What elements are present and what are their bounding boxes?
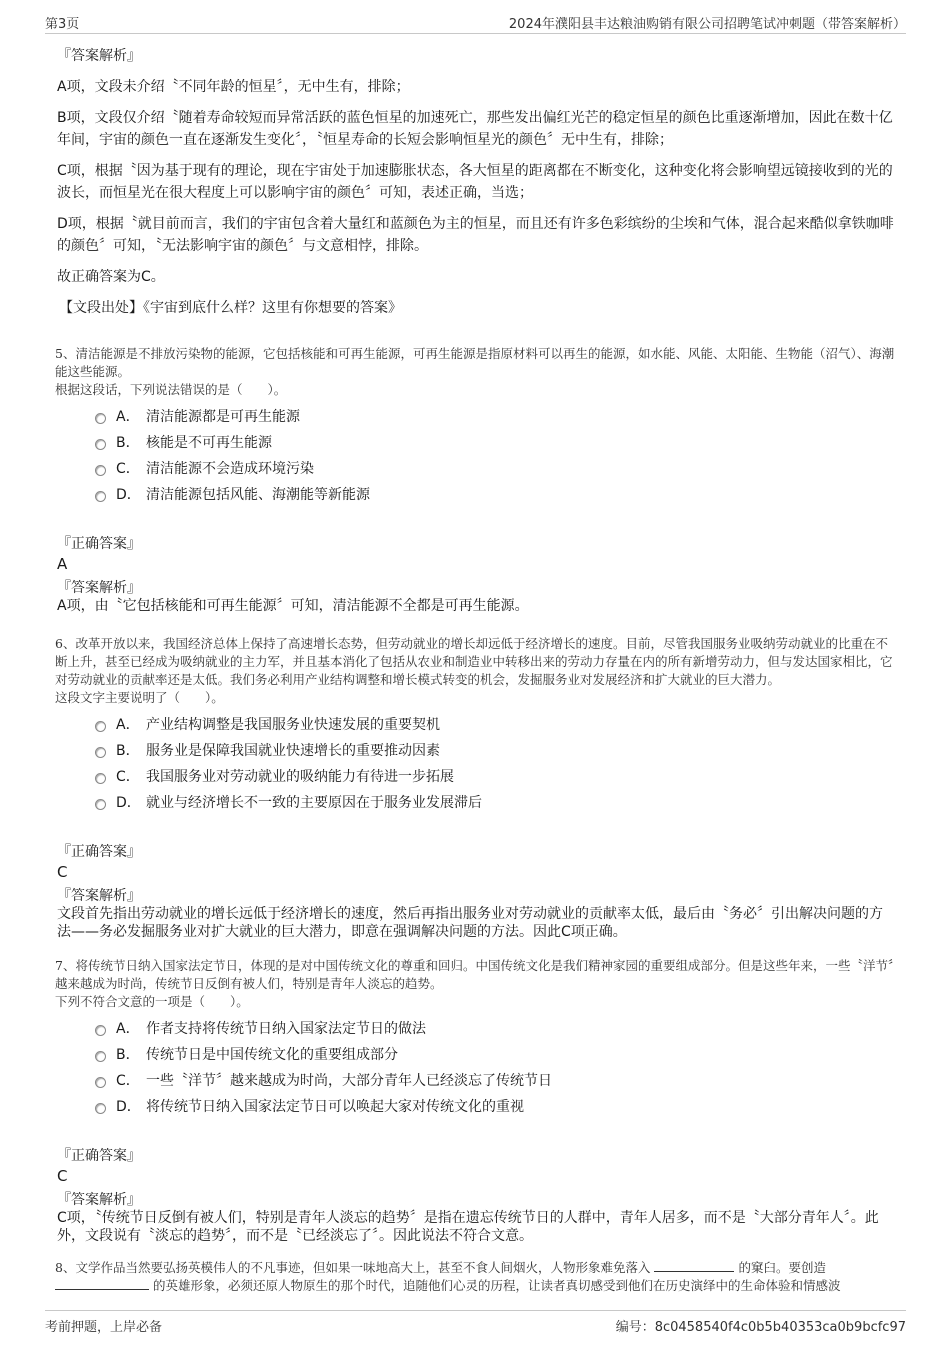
- passage-source: 【文段出处】《宇宙到底什么样？这里有你想要的答案》: [59, 300, 402, 316]
- page-content: [55, 46, 895, 1295]
- radio-icon[interactable]: [95, 721, 106, 732]
- footer-slogan: 考前押题，上岸必备: [45, 1320, 163, 1335]
- option-b[interactable]: [95, 1041, 895, 1067]
- option-list: [95, 1015, 895, 1119]
- radio-icon[interactable]: [95, 1025, 106, 1036]
- question-7: [55, 957, 895, 1245]
- option-text: 我国服务业对劳动就业的吸纳能力有待进一步拓展: [146, 769, 454, 785]
- correct-answer: C: [57, 863, 68, 881]
- radio-icon[interactable]: [95, 747, 106, 758]
- radio-icon[interactable]: [95, 1103, 106, 1114]
- page-number: 第3页: [45, 17, 80, 32]
- option-list: [95, 711, 895, 815]
- option-c[interactable]: [95, 455, 895, 481]
- radio-icon[interactable]: [95, 413, 106, 424]
- option-text: 服务业是保障我国就业快速增长的重要推动因素: [146, 743, 440, 759]
- option-b[interactable]: [95, 737, 895, 763]
- question-prompt: 根据这段话，下列说法错误的是（ ）。: [55, 382, 287, 397]
- option-letter: B．: [116, 1047, 140, 1063]
- option-text: 一些〝洋节〞越来越成为时尚，大部分青年人已经淡忘了传统节日: [146, 1073, 552, 1089]
- option-letter: A．: [116, 1021, 140, 1037]
- page-footer: [45, 1310, 906, 1337]
- answer-block: [57, 843, 895, 941]
- option-text: 传统节日是中国传统文化的重要组成部分: [146, 1047, 398, 1063]
- option-text: 清洁能源包括风能、海潮能等新能源: [146, 487, 370, 503]
- option-a[interactable]: [95, 1015, 895, 1041]
- correct-answer-label: 『正确答案』: [57, 844, 141, 860]
- option-c[interactable]: [95, 763, 895, 789]
- option-text: 就业与经济增长不一致的主要原因在于服务业发展滞后: [146, 795, 482, 811]
- question-5: [55, 345, 895, 615]
- stem-part-2: 的窠臼。要创造: [738, 1260, 826, 1275]
- analysis-label: 『答案解析』: [57, 888, 141, 904]
- option-letter: C．: [116, 769, 140, 785]
- option-text: 清洁能源不会造成环境污染: [146, 461, 314, 477]
- analysis-text: A项，由〝它包括核能和可再生能源〞可知，清洁能源不全都是可再生能源。: [57, 598, 529, 614]
- option-text: 产业结构调整是我国服务业快速发展的重要契机: [146, 717, 440, 733]
- page-header: [45, 9, 906, 34]
- option-text: 作者支持将传统节日纳入国家法定节日的做法: [146, 1021, 426, 1037]
- correct-answer: A: [57, 555, 68, 573]
- question-stem: 6、改革开放以来，我国经济总体上保持了高速增长态势，但劳动就业的增长却远低于经济增长的速度。目前，尽管我国服务业吸纳劳动就业的比重在不断上升，甚至已经成为吸纳就业的主力军，并且基本消化了包括从农业和制造业中转移出来的劳动力存量在内的所有新增劳动力，但与发达国家相比，它对劳动就业的贡献率还是太低。我们务必利用产业结构调整和增长模式转变的机会，发掘服务业对发展经济和扩大就业的巨大潜力。: [55, 636, 893, 687]
- radio-icon[interactable]: [95, 491, 106, 502]
- option-letter: D．: [116, 487, 141, 503]
- question-stem: [55, 1259, 895, 1295]
- radio-icon[interactable]: [95, 773, 106, 784]
- option-text: 将传统节日纳入国家法定节日可以唤起大家对传统文化的重视: [146, 1099, 524, 1115]
- radio-icon[interactable]: [95, 465, 106, 476]
- correct-answer-label: 『正确答案』: [57, 1148, 141, 1164]
- analysis-label: 『答案解析』: [57, 1192, 141, 1208]
- option-d[interactable]: [95, 481, 895, 507]
- fill-blank-2[interactable]: [55, 1277, 149, 1290]
- option-letter: C．: [116, 461, 140, 477]
- document-code: 编号：8c0458540f4c0b5b40353ca0b9bcfc97: [615, 1320, 906, 1335]
- answer-block: [57, 535, 895, 615]
- question-stem: 7、将传统节日纳入国家法定节日，体现的是对中国传统文化的尊重和回归。中国传统文化是我们精神家园的重要组成部分。但是这些年来，一些〝洋节〞越来越成为时尚，传统节日反倒有被人们，特别是青年人淡忘的趋势。: [55, 958, 895, 991]
- question-6: [55, 635, 895, 941]
- option-letter: A．: [116, 717, 140, 733]
- option-letter: B．: [116, 743, 140, 759]
- option-text: 清洁能源都是可再生能源: [146, 409, 300, 425]
- radio-icon[interactable]: [95, 1051, 106, 1062]
- option-list: [95, 403, 895, 507]
- previous-analysis: [55, 46, 895, 319]
- analysis-paragraph-d: D项，根据〝就目前而言，我们的宇宙包含着大量红和蓝颜色为主的恒星，而且还有许多色彩缤纷的尘埃和气体，混合起来酷似拿铁咖啡的颜色〞可知，〝无法影响宇宙的颜色〞与文意相悖，排除。: [57, 216, 894, 254]
- correct-answer: C: [57, 1167, 68, 1185]
- option-letter: D．: [116, 795, 141, 811]
- option-d[interactable]: [95, 789, 895, 815]
- option-c[interactable]: [95, 1067, 895, 1093]
- analysis-paragraph-c: C项，根据〝因为基于现有的理论，现在宇宙处于加速膨胀状态，各大恒星的距离都在不断变化，这种变化将会影响望远镜接收到的光的波长，而恒星光在很大程度上可以影响宇宙的颜色〞可知，表述正确，当选；: [57, 163, 893, 201]
- option-b[interactable]: [95, 429, 895, 455]
- question-8: [55, 1259, 895, 1295]
- radio-icon[interactable]: [95, 799, 106, 810]
- question-prompt: 这段文字主要说明了（ ）。: [55, 690, 224, 705]
- analysis-text: C项，〝传统节日反倒有被人们，特别是青年人淡忘的趋势〞是指在遗忘传统节日的人群中，青年人居多，而不是〝大部分青年人〞。此外，文段说有〝淡忘的趋势〞，而不是〝已经淡忘了〞。因此说法不符合文意。: [57, 1210, 879, 1244]
- document-title: 2024年濮阳县丰达粮油购销有限公司招聘笔试冲刺题（带答案解析）: [508, 17, 906, 32]
- option-letter: C．: [116, 1073, 140, 1089]
- question-stem: 5、清洁能源是不排放污染物的能源，它包括核能和可再生能源，可再生能源是指原材料可以再生的能源，如水能、风能、太阳能、生物能（沼气）、海潮能这些能源。: [55, 346, 895, 379]
- option-text: 核能是不可再生能源: [146, 435, 272, 451]
- answer-block: [57, 1147, 895, 1245]
- analysis-label: 『答案解析』: [57, 580, 141, 596]
- option-a[interactable]: [95, 403, 895, 429]
- analysis-text: 文段首先指出劳动就业的增长远低于经济增长的速度，然后再指出服务业对劳动就业的贡献率太低，最后由〝务必〞引出解决问题的方法——务必发掘服务业对扩大就业的巨大潜力，即意在强调解决问题的方法。因此C项正确。: [57, 906, 883, 940]
- radio-icon[interactable]: [95, 439, 106, 450]
- stem-part-3: 的英雄形象，必须还原人物原生的那个时代，追随他们心灵的历程，让读者真切感受到他们在历史演绎中的生命体验和情感波: [152, 1278, 841, 1293]
- analysis-paragraph-a: A项，文段未介绍〝不同年龄的恒星〞，无中生有，排除；: [57, 79, 410, 95]
- option-letter: D．: [116, 1099, 141, 1115]
- option-a[interactable]: [95, 711, 895, 737]
- analysis-heading: 『答案解析』: [57, 48, 141, 64]
- correct-answer-label: 『正确答案』: [57, 536, 141, 552]
- radio-icon[interactable]: [95, 1077, 106, 1088]
- option-d[interactable]: [95, 1093, 895, 1119]
- fill-blank-1[interactable]: [654, 1259, 734, 1272]
- option-letter: A．: [116, 409, 140, 425]
- stem-part-1: 8、文学作品当然要弘扬英模伟人的不凡事迹，但如果一味地高大上，甚至不食人间烟火，人物形象难免落入: [55, 1260, 651, 1275]
- analysis-paragraph-b: B项，文段仅介绍〝随着寿命较短而异常活跃的蓝色恒星的加速死亡，那些发出偏红光芒的稳定恒星的颜色比重逐渐增加，因此在数十亿年间，宇宙的颜色一直在逐渐发生变化〞，〝恒星寿命的长短会影响恒星光的颜色〞无中生有，排除；: [57, 110, 893, 148]
- question-prompt: 下列不符合文意的一项是（ ）。: [55, 994, 249, 1009]
- option-letter: B．: [116, 435, 140, 451]
- analysis-conclusion: 故正确答案为C。: [57, 269, 165, 285]
